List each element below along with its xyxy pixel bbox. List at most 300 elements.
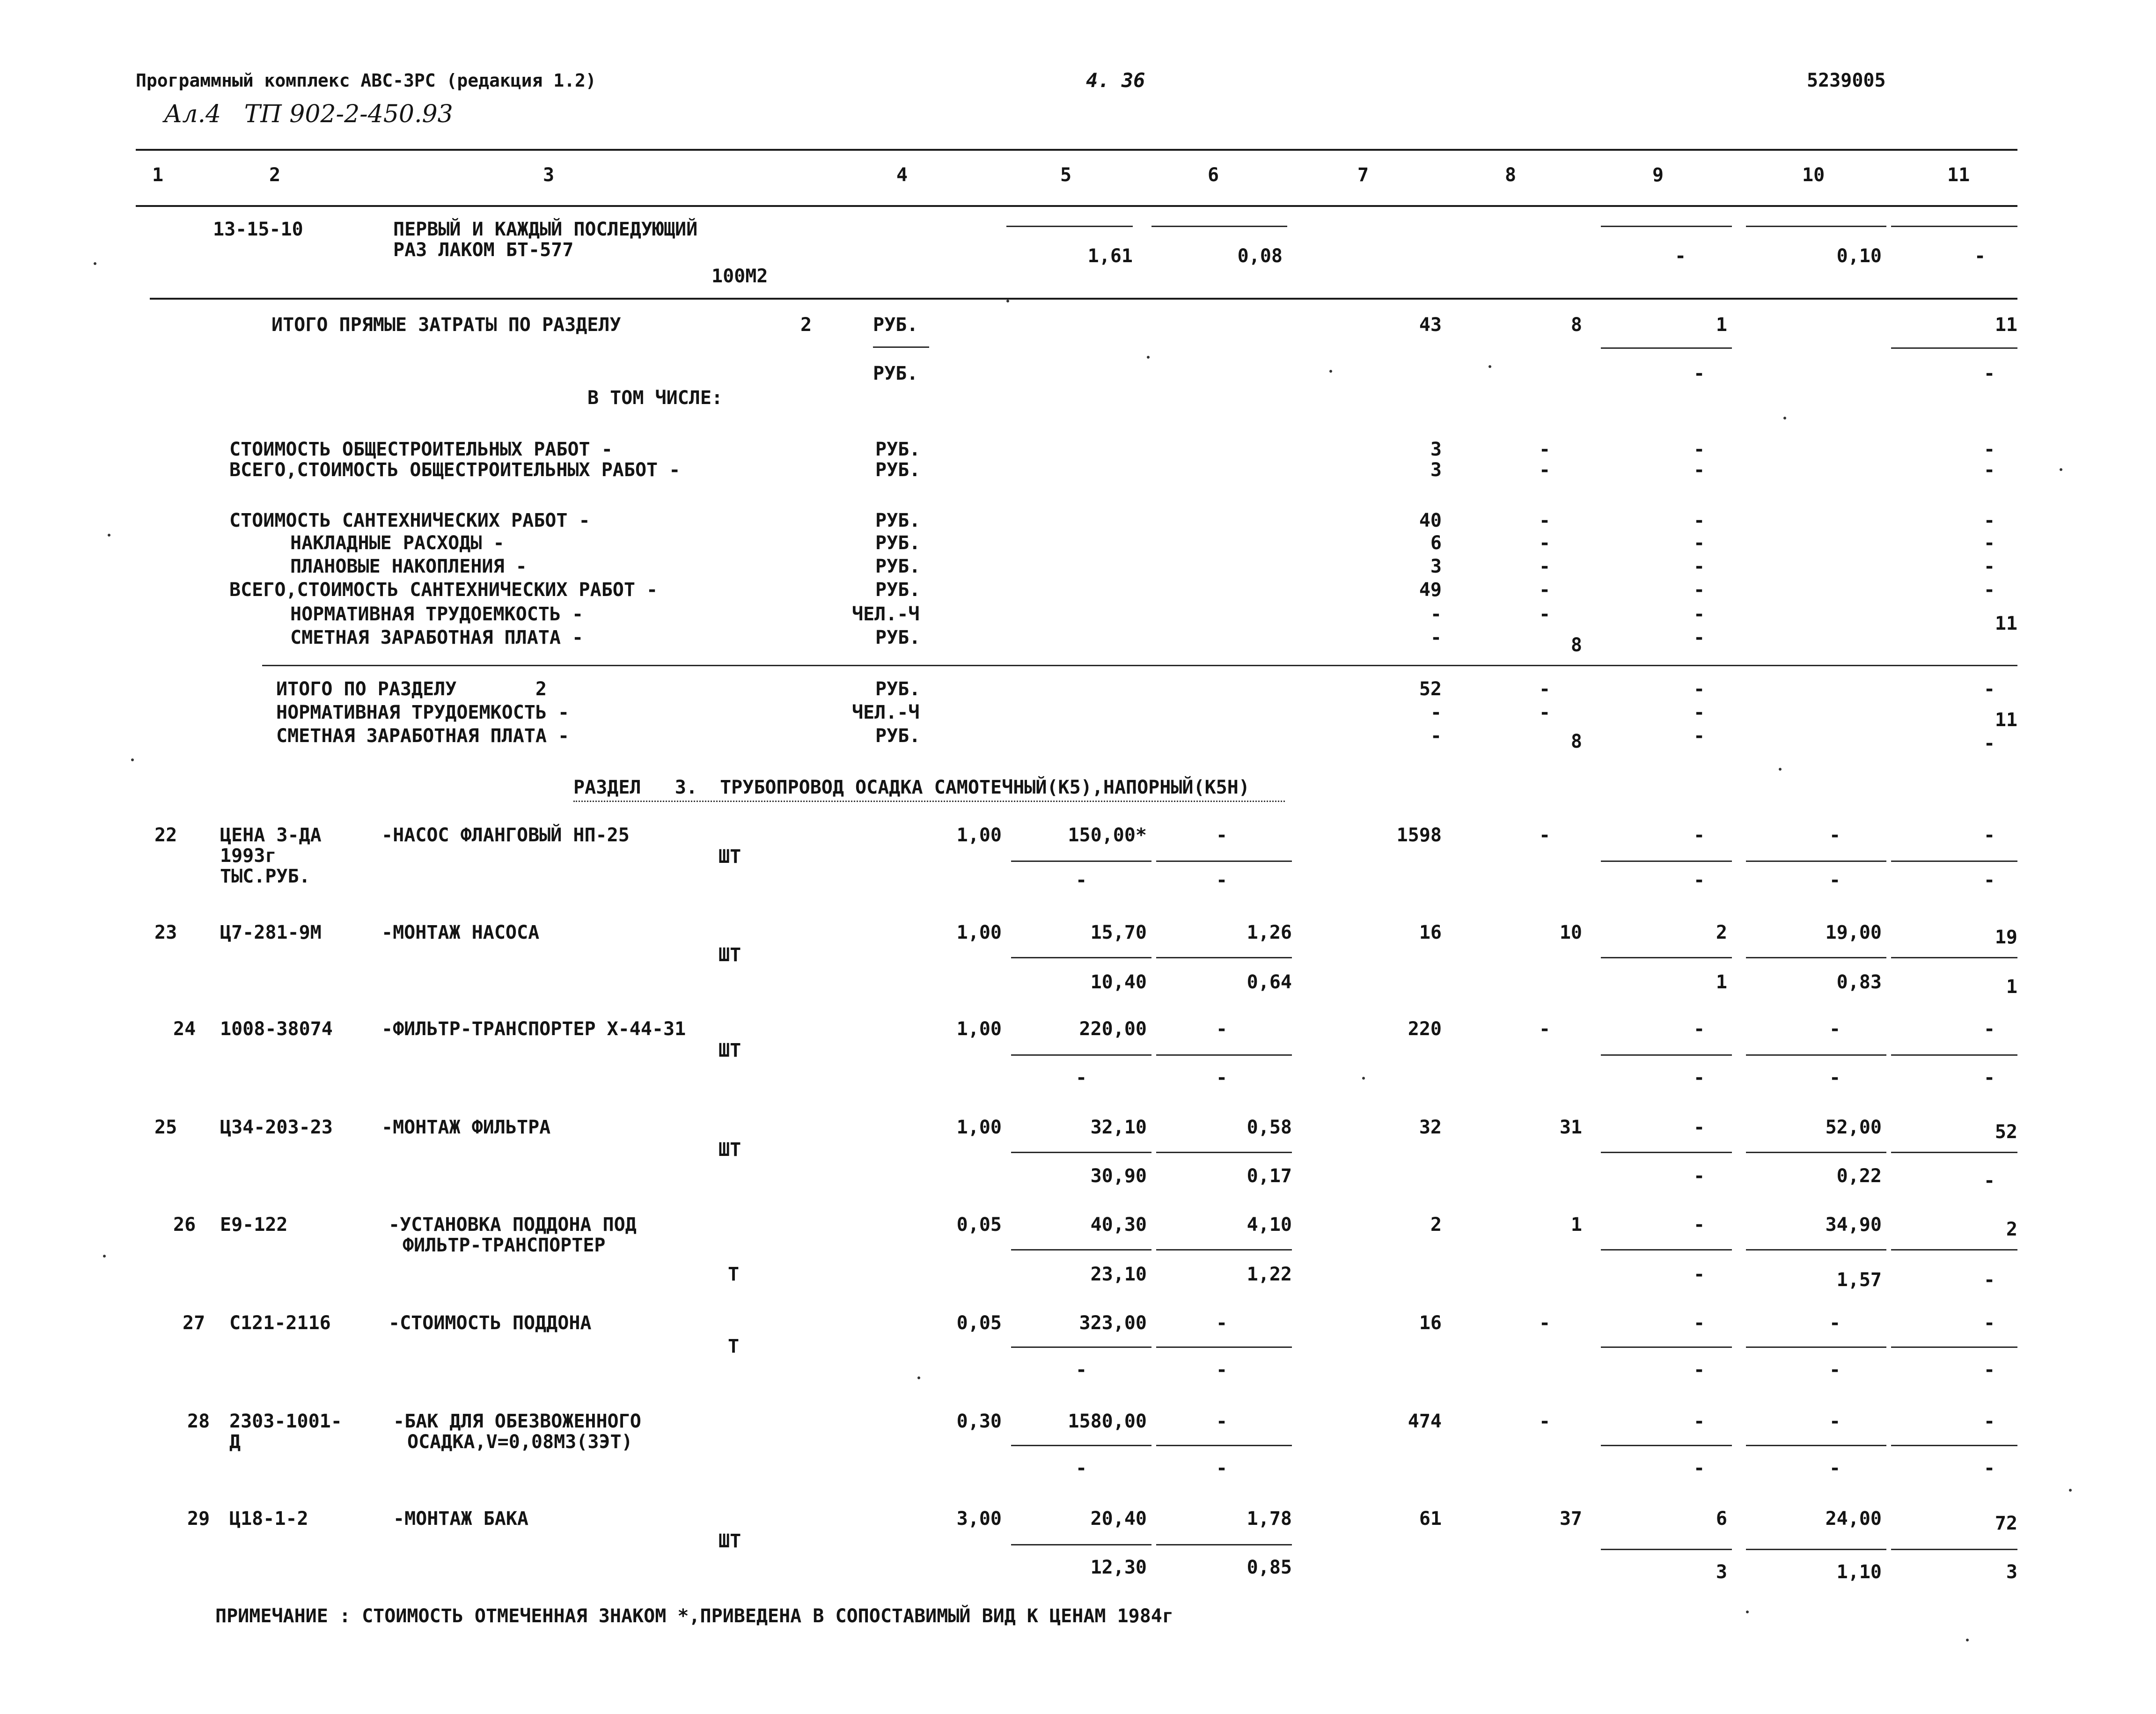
rule [1746,1249,1886,1251]
col-header-3: 3 [543,164,555,186]
row-col10: 0,10 [1836,245,1882,267]
rule [1011,1054,1151,1056]
rule [1601,861,1732,862]
summary-label: НОРМАТИВНАЯ ТРУДОЕМКОСТЬ - [290,603,584,625]
item-col7: 16 [1419,1312,1442,1334]
summary-label: ВСЕГО,СТОИМОСТЬ САНТЕХНИЧЕСКИХ РАБОТ - [229,579,658,601]
rule [1746,226,1886,227]
totals-col7: 43 [1419,314,1442,336]
item-col6: - [1216,1411,1228,1432]
rule [1891,957,2017,958]
row-col9: - [1674,245,1687,267]
item-col11-sub: 1 [2006,976,2017,998]
item-no: 27 [183,1312,205,1334]
rule [1006,226,1133,227]
item-col6: 1,26 [1247,922,1292,943]
rule [1891,861,2017,862]
summary-label: ПЛАНОВЫЕ НАКОПЛЕНИЯ - [290,556,527,577]
item-col7: 32 [1419,1117,1442,1138]
summary-unit: РУБ. [875,627,921,648]
scan-speck [1779,768,1782,771]
item-no: 28 [187,1411,210,1432]
item-col7: 61 [1419,1508,1442,1530]
scan-speck [131,758,134,761]
item-col7: 2 [1430,1214,1442,1236]
rule [1601,1445,1732,1446]
item-col5-sub: - [1075,1067,1087,1089]
summary-col8: - [1539,556,1551,577]
summary-col11: - [1983,439,1995,460]
item-col11-sub: - [1983,1170,1995,1192]
item-unit: Т [728,1336,740,1357]
item-col9: 6 [1716,1508,1727,1530]
item-desc-2: ФИЛЬТР-ТРАНСПОРТЕР [403,1235,606,1256]
item-col9-sub: - [1693,869,1705,891]
rule [1746,1445,1886,1446]
summary-col7: - [1430,627,1442,648]
summary-unit: РУБ. [875,439,921,460]
item-code-2: Д [229,1431,241,1453]
item-desc: -МОНТАЖ ФИЛЬТРА [381,1117,551,1138]
rule [1156,1249,1292,1251]
item-code: Ц34-203-23 [220,1117,333,1138]
item-col9: - [1693,1312,1705,1334]
item-col10: - [1829,1312,1841,1334]
item-col6: 0,58 [1247,1117,1292,1138]
rule [1011,1249,1151,1251]
section-total-label: СМЕТНАЯ ЗАРАБОТНАЯ ПЛАТА - [276,725,570,747]
rule [1011,1544,1151,1545]
item-col11-sub: 3 [2006,1561,2017,1583]
item-desc: -СТОИМОСТЬ ПОДДОНА [389,1312,592,1334]
item-col10: - [1829,1411,1841,1432]
item-code: Ц7-281-9М [220,922,322,943]
item-col10: 34,90 [1825,1214,1882,1236]
item-col10-sub: 1,57 [1836,1269,1882,1291]
section-total-col7: - [1430,702,1442,723]
col-header-7: 7 [1357,164,1369,186]
rule [1011,861,1151,862]
section-total-unit: РУБ. [875,678,921,700]
item-unit: Т [728,1264,740,1285]
col-header-9: 9 [1652,164,1664,186]
item-col5-sub: 30,90 [1090,1165,1147,1187]
summary-col11: - [1983,532,1995,554]
totals-unit: РУБ. [873,314,918,336]
summary-col9: - [1693,627,1705,648]
totals-col8: 8 [1570,314,1582,336]
rule [1156,861,1292,862]
item-unit: ШТ [719,846,741,868]
scan-speck [1147,356,1150,359]
item-col6-sub: 0,64 [1247,971,1292,993]
item-col7: 16 [1419,922,1442,943]
item-unit: ШТ [719,1040,741,1061]
item-unit: ШТ [719,1530,741,1552]
item-col10: - [1829,824,1841,846]
item-col11: - [1983,824,1995,846]
scan-speck [1746,1611,1749,1613]
totals-col11: 11 [1995,314,2017,336]
item-col8: - [1539,1411,1551,1432]
item-qty: 1,00 [956,824,1002,846]
rule [1891,1152,2017,1153]
rule [873,346,929,348]
item-col9: - [1693,1214,1705,1236]
item-col8: 10 [1559,922,1582,943]
item-col5-sub: 10,40 [1090,971,1147,993]
col-header-10: 10 [1802,164,1825,186]
header-bottom-rule [136,205,2017,207]
item-no: 29 [187,1508,210,1530]
summary-col11: 11 [1995,613,2017,634]
item-col9-sub: - [1693,1264,1705,1285]
rule [1746,1346,1886,1348]
scan-speck [917,1376,920,1379]
item-col9: - [1693,1411,1705,1432]
summary-col8: - [1539,579,1551,601]
item-col9: - [1693,1117,1705,1138]
col-header-1: 1 [152,164,164,186]
row-col6: 0,08 [1237,245,1283,267]
section-total-col9: - [1693,725,1705,747]
summary-unit: ЧЕЛ.-Ч [852,603,920,625]
col-header-11: 11 [1947,164,1970,186]
item-col5-sub: 23,10 [1090,1264,1147,1285]
col-header-5: 5 [1060,164,1072,186]
row-unit: 100М2 [711,265,768,287]
summary-col11: - [1983,556,1995,577]
item-qty: 1,00 [956,1117,1002,1138]
summary-unit: РУБ. [875,579,921,601]
scan-speck [94,262,96,265]
rule [1156,1152,1292,1153]
rule [1156,957,1292,958]
rule [1891,1346,2017,1348]
rule [1891,226,2017,227]
item-no: 25 [154,1117,177,1138]
summary-unit: РУБ. [875,556,921,577]
rule [1601,1249,1732,1251]
rule [1746,1152,1886,1153]
item-col10: 19,00 [1825,922,1882,943]
summary-col8: - [1539,459,1551,481]
rule [1011,1346,1151,1348]
item-no: 22 [154,824,177,846]
summary-label: СМЕТНАЯ ЗАРАБОТНАЯ ПЛАТА - [290,627,584,648]
document-code: 5239005 [1807,70,1886,91]
item-col5-sub: 12,30 [1090,1557,1147,1578]
section-total-unit: ЧЕЛ.-Ч [852,702,920,723]
summary-col11: - [1983,459,1995,481]
item-col11: 72 [1995,1513,2017,1534]
summary-label: ВСЕГО,СТОИМОСТЬ ОБЩЕСТРОИТЕЛЬНЫХ РАБОТ - [229,459,681,481]
item-unit: ШТ [719,944,741,966]
section-total-col11: - [1983,733,1995,754]
scan-speck [1362,1077,1365,1080]
rule [1011,1445,1151,1446]
item-col9-sub: - [1693,1165,1705,1187]
item-col9: - [1693,824,1705,846]
section-3-title: РАЗДЕЛ 3. ТРУБОПРОВОД ОСАДКА САМОТЕЧНЫЙ(К5),НАПОРНЫЙ(К5Н) [573,777,1250,798]
item-col6: 4,10 [1247,1214,1292,1236]
item-unit: ШТ [719,1139,741,1161]
item-col6: 1,78 [1247,1508,1292,1530]
summary-col9: - [1693,532,1705,554]
rule [1601,347,1732,349]
item-col8: - [1539,1018,1551,1040]
section-total-rule [262,665,2017,666]
item-col6-sub: - [1216,1067,1228,1089]
summary-unit: РУБ. [875,532,921,554]
summary-col8: - [1539,532,1551,554]
item-col6: - [1216,1018,1228,1040]
item-col9-sub: 1 [1716,971,1727,993]
section-total-col11: 11 [1995,709,2017,731]
item-col10: - [1829,1018,1841,1040]
item-col11-sub: - [1983,1269,1995,1291]
summary-col7: 3 [1430,439,1442,460]
item-qty: 1,00 [956,1018,1002,1040]
item-col6: - [1216,824,1228,846]
rule [1601,957,1732,958]
col-header-4: 4 [896,164,908,186]
item-col5: 150,00* [1068,824,1147,846]
rule [1746,1054,1886,1056]
scan-speck [2060,468,2062,471]
summary-col7: 6 [1430,532,1442,554]
item-col10-sub: - [1829,1067,1841,1089]
item-desc-2: ОСАДКА,V=0,08М3(ЗЭТ) [407,1431,633,1453]
summary-col7: 3 [1430,459,1442,481]
row-desc-2: РАЗ ЛАКОМ БТ-577 [393,239,574,261]
totals-title: ИТОГО ПРЯМЫЕ ЗАТРАТЫ ПО РАЗДЕЛУ [271,314,621,336]
item-col5: 15,70 [1090,922,1147,943]
section-total-col7: 52 [1419,678,1442,700]
item-col6: - [1216,1312,1228,1334]
rule [1156,1544,1292,1545]
section-total-col8: 8 [1570,731,1582,752]
col-header-6: 6 [1208,164,1219,186]
summary-unit: РУБ. [875,459,921,481]
item-col6-sub: - [1216,1457,1228,1479]
item-col5: 323,00 [1079,1312,1147,1334]
item-col10-sub: - [1829,1457,1841,1479]
summary-label: СТОИМОСТЬ ОБЩЕСТРОИТЕЛЬНЫХ РАБОТ - [229,439,613,460]
section-3-underline [573,801,1285,803]
item-desc: -МОНТАЖ БАКА [393,1508,528,1530]
item-desc: -МОНТАЖ НАСОСА [381,922,540,943]
section-total-col7: - [1430,725,1442,747]
item-col10: 52,00 [1825,1117,1882,1138]
summary-col9: - [1693,579,1705,601]
item-col11: 2 [2006,1219,2017,1240]
rule [1151,226,1287,227]
rule [1891,347,2017,349]
summary-col11: - [1983,510,1995,531]
section-total-col8: - [1539,678,1551,700]
item-col9: 2 [1716,922,1727,943]
item-col5: 20,40 [1090,1508,1147,1530]
item-col6-sub: 0,85 [1247,1557,1292,1578]
rule [1601,1549,1732,1550]
summary-col9: - [1693,556,1705,577]
scan-speck [1489,365,1491,368]
section-total-label: ИТОГО ПО РАЗДЕЛУ 2 [276,678,547,700]
item-col5-sub: - [1075,869,1087,891]
rule [1601,1152,1732,1153]
item-col10: 24,00 [1825,1508,1882,1530]
item-col11: - [1983,1018,1995,1040]
totals-section-no: 2 [800,314,812,336]
col-header-2: 2 [269,164,281,186]
item-col11: 19 [1995,927,2017,948]
rule [1156,1445,1292,1446]
summary-unit: РУБ. [875,510,921,531]
item-col9-sub: - [1693,1359,1705,1381]
summary-col7: 49 [1419,579,1442,601]
rule [1156,1346,1292,1348]
rule [1891,1445,2017,1446]
rule [1011,957,1151,958]
item-col11-sub: - [1983,869,1995,891]
item-col7: 474 [1408,1411,1442,1432]
rule [1746,957,1886,958]
item-col8: 31 [1559,1117,1582,1138]
item-col9: - [1693,1018,1705,1040]
item-qty: 0,05 [956,1214,1002,1236]
summary-col9: - [1693,459,1705,481]
summary-label: НАКЛАДНЫЕ РАСХОДЫ - [290,532,505,554]
col-header-8: 8 [1505,164,1517,186]
summary-col9: - [1693,510,1705,531]
row-code: 13-15-10 [213,219,303,240]
page-number: 4. 36 [1086,69,1145,92]
summary-col8: - [1539,439,1551,460]
item-col5: 1580,00 [1068,1411,1147,1432]
item-col10-sub: - [1829,1359,1841,1381]
rule [1891,1549,2017,1550]
section-total-col8: - [1539,702,1551,723]
item-col11: - [1983,1411,1995,1432]
item-col9-sub: - [1693,1457,1705,1479]
including-label: В ТОМ ЧИСЛЕ: [587,387,723,409]
summary-col7: - [1430,603,1442,625]
row-col5: 1,61 [1087,245,1133,267]
totals-top-rule [150,298,2017,300]
rule [1601,1054,1732,1056]
summary-col9: - [1693,439,1705,460]
rule [1156,1054,1292,1056]
item-col6-sub: 0,17 [1247,1165,1292,1187]
item-col8: 37 [1559,1508,1582,1530]
handwritten-reference: Ал.4 ТП 902-2-450.93 [164,100,453,128]
item-no: 24 [173,1018,196,1040]
rule [1891,1054,2017,1056]
summary-col7: 40 [1419,510,1442,531]
item-qty: 0,05 [956,1312,1002,1334]
item-code-2: 1993г [220,845,277,867]
summary-col8: 8 [1570,634,1582,656]
item-no: 26 [173,1214,196,1236]
totals-col9: 1 [1716,314,1727,336]
item-col5-sub: - [1075,1457,1087,1479]
scan-speck [2069,1489,2072,1492]
footnote: ПРИМЕЧАНИЕ : СТОИМОСТЬ ОТМЕЧЕННАЯ ЗНАКОМ *,ПРИВЕДЕНА В СОПОСТАВИМЫЙ ВИД К ЦЕНАМ 1984г [215,1605,1173,1627]
item-desc: -ФИЛЬТР-ТРАНСПОРТЕР Х-44-31 [381,1018,686,1040]
item-col6-sub: - [1216,1359,1228,1381]
item-col5: 32,10 [1090,1117,1147,1138]
totals-unit-2: РУБ. [873,363,918,384]
row-desc: ПЕРВЫЙ И КАЖДЫЙ ПОСЛЕДУЮЩИЙ [393,219,698,240]
summary-col11: - [1983,579,1995,601]
scan-speck [1783,417,1786,419]
item-code: Е9-122 [220,1214,288,1236]
scan-speck [1006,300,1009,302]
item-col10-sub: - [1829,869,1841,891]
item-col5: 40,30 [1090,1214,1147,1236]
item-col9-sub: 3 [1716,1561,1727,1583]
item-col5-sub: - [1075,1359,1087,1381]
rule [1601,226,1732,227]
rule [1746,861,1886,862]
summary-label: СТОИМОСТЬ САНТЕХНИЧЕСКИХ РАБОТ - [229,510,590,531]
section-total-col9: - [1693,702,1705,723]
dash-mark: - [1693,363,1705,384]
item-col5: 220,00 [1079,1018,1147,1040]
item-col8: - [1539,1312,1551,1334]
item-no: 23 [154,922,177,943]
item-col7: 1598 [1396,824,1442,846]
item-col11-sub: - [1983,1067,1995,1089]
program-title: Программный комплекс АВС-ЗРС (редакция 1.2) [136,70,596,91]
item-col10-sub: 1,10 [1836,1561,1882,1583]
summary-col8: - [1539,603,1551,625]
summary-col8: - [1539,510,1551,531]
top-rule [136,149,2017,151]
section-total-unit: РУБ. [875,725,921,747]
item-col10-sub: 0,22 [1836,1165,1882,1187]
item-qty: 1,00 [956,922,1002,943]
item-code-3: ТЫС.РУБ. [220,866,310,887]
item-col9-sub: - [1693,1067,1705,1089]
item-desc: -БАК ДЛЯ ОБЕЗВОЖЕННОГО [393,1411,641,1432]
item-col11: - [1983,1312,1995,1334]
item-code: С121-2116 [229,1312,331,1334]
rule [1746,1549,1886,1550]
summary-col9: - [1693,603,1705,625]
section-total-col11: - [1983,678,1995,700]
row-col11: - [1974,245,1986,267]
scan-speck [1329,370,1332,373]
item-desc: -НАСОС ФЛАНГОВЫЙ НП-25 [381,824,630,846]
item-code: 2303-1001- [229,1411,342,1432]
item-code: 1008-38074 [220,1018,333,1040]
item-qty: 0,30 [956,1411,1002,1432]
section-total-label: НОРМАТИВНАЯ ТРУДОЕМКОСТЬ - [276,702,570,723]
scan-speck [103,1255,106,1258]
item-qty: 3,00 [956,1508,1002,1530]
item-col10-sub: 0,83 [1836,971,1882,993]
item-col11-sub: - [1983,1457,1995,1479]
item-desc: -УСТАНОВКА ПОДДОНА ПОД [389,1214,637,1236]
rule [1601,1346,1732,1348]
rule [1891,1249,2017,1251]
item-col6-sub: - [1216,869,1228,891]
summary-col7: 3 [1430,556,1442,577]
rule [1011,1152,1151,1153]
item-code: Ц18-1-2 [229,1508,308,1530]
